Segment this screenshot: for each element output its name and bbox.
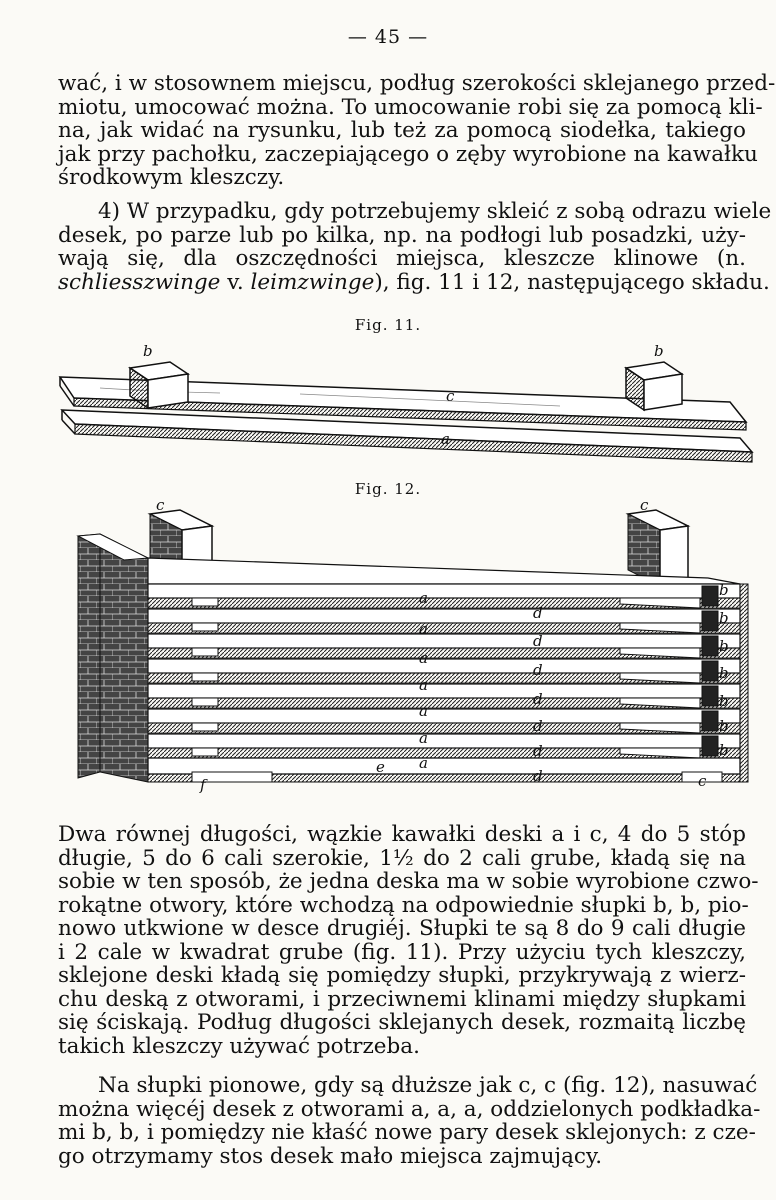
bottom-board-e: [148, 758, 740, 782]
text-line: nowo utkwione w desce drugiéj. Słupki te są 8 do 9 cali długie: [58, 916, 746, 941]
text-line: sklejone deski kładą się pomiędzy słupki, przykrywają z wierz-: [58, 963, 746, 988]
text-line: go otrzymamy stos desek mało miejsca zajmujący.: [58, 1143, 603, 1169]
label-a: a: [419, 589, 428, 607]
text-fragment: ), fig. 11 i 12, następującego składu.: [374, 269, 770, 295]
label-c-right: c: [640, 500, 649, 514]
label-b: b: [719, 692, 729, 710]
paragraph-stacking: [58, 1073, 761, 1169]
text-line: środkowym kleszczy.: [58, 165, 285, 190]
label-a: a: [441, 430, 450, 448]
label-b-left: b: [143, 342, 153, 360]
text-line: Dwa równej długości, wązkie kawałki deski a i c, 4 do 5 stóp: [58, 822, 746, 847]
text-line: wać, i w stosownem miejscu, podług szerokości sklejanego przed-: [58, 71, 776, 96]
paragraph-description: [58, 822, 759, 1059]
figure-11-drawing: [0, 340, 776, 470]
label-a: a: [419, 620, 428, 638]
german-term: leimzwinge: [250, 269, 375, 295]
text-line: rokątne otwory, które wchodzą na odpowiednie słupki b, b, pio-: [58, 892, 749, 918]
label-d: d: [533, 742, 543, 760]
label-d: d: [533, 604, 543, 622]
text-line: można więcéj desek z otworami a, a, a, oddzielonych podkładka-: [58, 1096, 761, 1122]
text-line: desek, po parze lub po kilka, np. na podłogi lub posadzki, uży-: [58, 222, 746, 248]
left-wedge: [192, 623, 218, 631]
post-c-right: [628, 510, 688, 586]
left-wedge: [192, 648, 218, 656]
spacer-b: [702, 636, 718, 656]
german-term: schliesszwinge: [58, 269, 221, 295]
label-d: d: [533, 661, 543, 679]
label-c-left: c: [156, 500, 165, 514]
label-b: b: [719, 581, 729, 599]
label-d: d: [533, 767, 543, 785]
label-f: f: [200, 776, 206, 794]
text-line: Na słupki pionowe, gdy są dłuższe jak c, c (fig. 12), nasuwać: [98, 1073, 758, 1098]
label-d: d: [533, 632, 543, 650]
figure-11: [0, 340, 776, 470]
label-b: b: [719, 637, 729, 655]
stack-end-left: [78, 534, 148, 782]
left-wedge: [192, 748, 218, 756]
board: [148, 584, 740, 598]
label-b: b: [719, 609, 729, 627]
figure-12-drawing: [0, 500, 776, 802]
text-line: długie, 5 do 6 cali szerokie, 1½ do 2 cali grube, kładą się na: [58, 845, 746, 871]
board: [148, 684, 740, 698]
stack-end-right: [740, 584, 748, 782]
left-wedge: [192, 673, 218, 681]
left-wedge: [192, 598, 218, 606]
board-stack: [148, 584, 740, 758]
label-a: a: [419, 729, 428, 747]
label-d: d: [533, 717, 543, 735]
text-line: chu deską z otworami, i przeciwnemi klinami między słupkami: [58, 986, 746, 1012]
text-line: i 2 cale w kwadrat grube (fig. 11). Przy użyciu tych kleszczy,: [58, 939, 746, 965]
paragraph-continuation: [58, 71, 776, 190]
board: [148, 709, 740, 723]
label-a: a: [419, 676, 428, 694]
text-line: 4) W przypadku, gdy potrzebujemy skleić z sobą odrazu wiele: [98, 199, 772, 224]
figure-12-caption: Fig. 12.: [354, 480, 422, 498]
text-line: wają się, dla oszczędności miejsca, kleszcze klinowe (n.: [58, 246, 746, 271]
text-line: takich kleszczy używać potrzeba.: [58, 1033, 420, 1059]
figure-11-caption: Fig. 11.: [354, 316, 422, 334]
spacer-b: [702, 661, 718, 681]
label-d: d: [533, 690, 543, 708]
spacer-b: [702, 611, 718, 631]
label-b: b: [719, 664, 729, 682]
paragraph-4: [58, 199, 772, 295]
post-b-left: [130, 362, 188, 408]
board: [148, 734, 740, 748]
left-wedge: [192, 698, 218, 706]
board: [148, 609, 740, 623]
spacer-b: [702, 711, 718, 731]
figure-12: [0, 500, 776, 802]
text-line: jak przy pachołku, zaczepiającego o zęby wyrobione na kawałku: [58, 141, 758, 167]
label-b: b: [719, 717, 729, 735]
spacer-b: [702, 686, 718, 706]
text-line: się ściskają. Podług długości sklejanych desek, rozmaitą liczbę: [58, 1010, 746, 1035]
label-c: c: [446, 387, 455, 405]
board: [148, 634, 740, 648]
text-line: mi b, b, i pomiędzy nie kłaść nowe pary desek sklejonych: z cze-: [58, 1120, 756, 1145]
spacer-b: [702, 586, 718, 606]
page-number: — 45 —: [347, 26, 429, 48]
label-a: a: [419, 754, 428, 772]
text-line: [58, 269, 770, 295]
text-line: miotu, umocować można. To umocowanie robi się za pomocą kli-: [58, 94, 763, 120]
post-b-right: [626, 362, 682, 410]
text-fragment: v.: [220, 269, 251, 295]
label-c-bottom: c: [698, 772, 707, 790]
label-b: b: [719, 741, 729, 759]
label-a: a: [419, 649, 428, 667]
text-line: na, jak widać na rysunku, lub też za pomocą siodełka, takiego: [58, 118, 746, 143]
left-wedge: [192, 723, 218, 731]
label-a: a: [419, 702, 428, 720]
board: [148, 659, 740, 673]
text-line: sobie w ten sposób, że jedna deska ma w sobie wyrobione czwo-: [58, 869, 759, 894]
label-b-right: b: [654, 342, 664, 360]
label-e: e: [376, 758, 385, 776]
spacer-b: [702, 736, 718, 756]
